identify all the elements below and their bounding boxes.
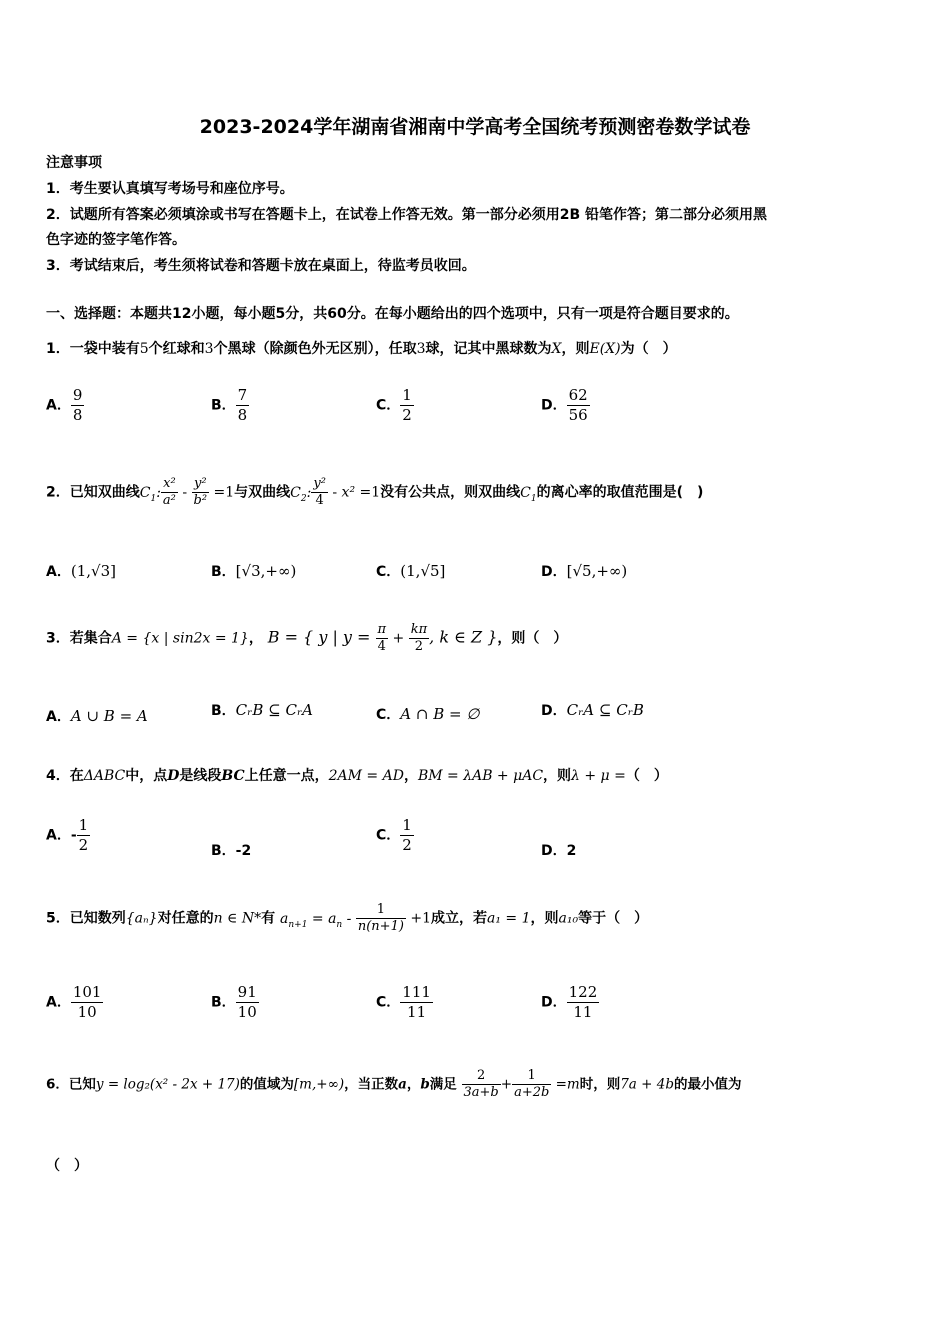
notice-item: 1．考生要认真填写考场号和座位序号。	[46, 181, 294, 197]
q2-option-b[interactable]: B．[√3,+∞)	[211, 562, 297, 580]
notice-item: 2．试题所有答案必须填涂或书写在答题卡上，在试卷上作答无效。第一部分必须用2B 铅笔作答；第二部分必须用黑	[46, 207, 768, 223]
page-title: 2023-2024学年湖南省湘南中学高考全国统考预测密卷数学试卷	[199, 116, 751, 138]
q2-option-c[interactable]: C．(1,√5]	[376, 562, 446, 580]
question-6: 6．已知y = log₂(x² - 2x + 17)的值域为[m,+∞)，当正数a，b满足 $\frac{2}{3a+b}$ + $\frac{1}{a+2b}$ =m时，则7a + 4b的最小值为	[46, 1068, 742, 1100]
q5-option-a[interactable]: A． $\frac{101}{10}$	[46, 983, 102, 1021]
question-6-answer-blank: （ ）	[46, 1158, 88, 1174]
notice-item: 3．考试结束后，考生须将试卷和答题卡放在桌面上，待监考员收回。	[46, 258, 476, 274]
q4-option-b[interactable]: B．-2	[211, 843, 252, 859]
q1-option-b[interactable]: B． $\frac{7}{8}$	[211, 386, 248, 424]
set-b: B = { y | y =	[267, 627, 376, 647]
q4-option-a[interactable]: A．- $\frac{1}{2}$	[46, 816, 89, 854]
q3-option-c[interactable]: C．A ∩ B = ∅	[376, 705, 480, 723]
q1-option-c[interactable]: C． $\frac{1}{2}$	[376, 386, 412, 424]
q4-option-c[interactable]: C． $\frac{1}{2}$	[376, 816, 412, 854]
q2-option-a[interactable]: A．(1,√3]	[46, 562, 116, 580]
q3-option-b[interactable]: B．CᵣB ⊆ CᵣA	[211, 701, 314, 719]
q1-option-d[interactable]: D． $\frac{62}{56}$	[541, 386, 588, 424]
q3-option-a[interactable]: A．A ∪ B = A	[46, 707, 148, 725]
q5-option-b[interactable]: B． $\frac{91}{10}$	[211, 983, 257, 1021]
q1-option-a[interactable]: A． $\frac{9}{8}$	[46, 386, 83, 424]
hyperbola-c2: $C_2$:	[290, 484, 312, 504]
section-heading: 一、选择题：本题共12小题，每小题5分，共60分。在每小题给出的四个选项中，只有一项是符合题目要求的。	[46, 306, 739, 322]
question-2: 2．已知双曲线$C_1$: $\frac{\text{x²}}{\text{a²}}$ - $\frac{\text{y²}}{\text{b²}}$ =1与双曲线$C_2$: $\frac{\text{y²}}{4}$ - x² =1没有公共点，则双曲线$C_1$的离心率的取值范围是( )	[46, 476, 704, 508]
question-4: 4．在ΔABC中，点D是线段BC上任意一点，2AM = AD，BM = λAB + μAC，则λ + μ =（ ）	[46, 768, 668, 784]
notice-heading: 注意事项	[46, 155, 102, 171]
question-5: 5．已知数列{aₙ}对任意的n ∈ N*有 $a_{n+1} = a_n$ - $\frac{1}{n(n+1)}$ +1成立，若a₁ = 1，则a₁₀等于（ ）	[46, 902, 649, 934]
notice-item: 色字迹的签字笔作答。	[46, 232, 186, 248]
q5-option-d[interactable]: D． $\frac{122}{11}$	[541, 983, 598, 1021]
q4-option-d[interactable]: D．2	[541, 843, 577, 859]
q2-option-d[interactable]: D．[√5,+∞)	[541, 562, 628, 580]
question-3: 3．若集合A = {x | sin2x = 1}， B = { y | y = $\frac{\pi}{4}$ + $\frac{k\pi}{2}$ , k ∈ Z }，则（ ）	[46, 622, 568, 654]
recurrence: $a_{n+1} = a_n$ -	[280, 910, 356, 930]
hyperbola-c1: $C_1$:	[139, 484, 161, 504]
q5-option-c[interactable]: C． $\frac{111}{11}$	[376, 983, 431, 1021]
question-1: 1．一袋中装有5个红球和3个黑球（除颜色外无区别），任取3球，记其中黑球数为X，则E(X)为（ ）	[46, 341, 677, 357]
q3-option-d[interactable]: D．CᵣA ⊆ CᵣB	[541, 701, 644, 719]
